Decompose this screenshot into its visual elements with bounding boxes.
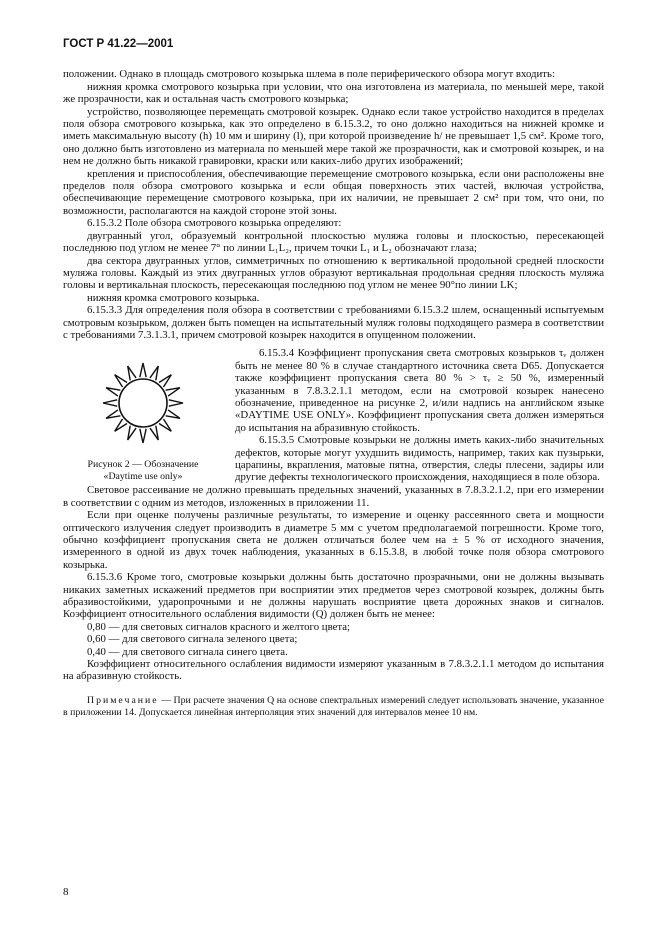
sun-ray (128, 366, 136, 380)
list-item-green: 0,60 — для светового сигнала зеленого цвета; (87, 633, 298, 646)
sun-ray (115, 419, 127, 431)
sun-ray (106, 388, 120, 396)
document-header: ГОСТ Р 41.22—2001 (63, 38, 174, 50)
paragraph-lower-edge-2: нижняя кромка смотрового козырька. (87, 291, 260, 304)
list-item-blue: 0,40 — для светового сигнала синего цвета. (87, 645, 288, 658)
clause-6-15-3-4: 6.15.3.4 Коэффициент пропускания света смотровых козырьков τᵥ должен быть не менее 80 % в случае стандартного источника света D65. Допускается также коэффициент пропускания света 80 % > τᵥ ≥ 50 %, измеренный указанным в 7.8.3.2.1.1 методом, если на смотровой козырек нанесено обозначение, приведенное на рисунке 2, и/или надпись на английском языке «DAYTIME USE ONLY». Коэффициент пропускания света должен измеряться до испытания на абразивную стойкость. (235, 347, 604, 434)
paragraph-intro: положении. Однако в площадь смотрового козырька шлема в поле периферического обзора могут входить: (63, 68, 555, 81)
daytime-sun-icon (95, 355, 191, 451)
sun-ray (106, 410, 120, 418)
sun-ray (103, 400, 117, 406)
figure-caption-line1: Рисунок 2 — Обозначение (87, 459, 199, 471)
paragraph-different-results: Если при оценке получены различные результаты, то измерение и оценку рассеянного света и мощности оптического излучения следует производить в диаметре 5 мм с учетом предполагаемой погрешности. Кроме того, обычно коэффициент пропускания света не должен отличаться более чем на ± 5 % от исходного значения, измеренного в одной из двух точек наблюдения, указанных в 6.15.3.8, в любой точке поля обзора смотрового козырька. (63, 509, 604, 571)
paragraph-device: устройство, позволяющее перемещать смотровой козырек. Однако если такое устройство находится в пределах поля обзора смотрового козырька, как это определено в 6.15.3.2, то оно должно находиться на нижней кромке и иметь максимальную высоту (h) 10 мм и ширину (l), при которой произведение h/ не превышает 1,5 см². Кроме того, оно должно быть изготовлено из материала по меньшей мере такой же прозрачности, как и смотровой козырек, и на нем не должно быть никакой гравировки, краски или каких-либо других изображений; (63, 105, 604, 168)
note-text: — При расчете значения Q на основе спектральных измерений следует использовать значение, указанное в приложении 14. Допускается линейная интерполяция этих значений для интервалов менее 10 нм. (63, 694, 604, 718)
sun-ray (166, 410, 180, 418)
paragraph-fastenings: крепления и приспособления, обеспечивающие перемещение смотрового козырька, если они расположены вне пределов поля обзора смотрового козырька и если общая поверхность этих частей, включая устройства, обеспечивающие перемещение смотрового козырька, при их наличии, не превышает 2 см² при том, что они, по возможности, располагаются на каждой стороне этой зоны. (63, 167, 604, 217)
sun-ray (159, 375, 171, 387)
paragraph-light-scatter: Световое рассеивание не должно превышать предельных значений, указанных в 7.8.3.2.1.2, при его измерении в соответствии с одним из методов, изложенных в приложении 11. (63, 484, 604, 509)
clause-6-15-3-6: 6.15.3.6 Кроме того, смотровые козырьки должны быть достаточно прозрачными, они не должны вызывать никаких заметных искажений предметов при восприятии этих предметов через смотровой козырек, должны быть абразивостойкими, ударопрочными и не должны нарушать восприятие цвета дорожных знаков и сигналов. Коэффициент относительного ослабления видимости (Q) должен быть не менее: (63, 571, 604, 621)
sun-ray (115, 375, 127, 387)
paragraph-lower-edge: нижняя кромка смотрового козырька при условии, что она изготовлена из материала, по меньшей мере, такой же прозрачности, как и остальная часть смотрового козырька; (63, 80, 604, 106)
clause-6-15-3-3: 6.15.3.3 Для определения поля обзора в соответствии с требованиями 6.15.3.2 шлем, оснащенный испытуемым смотровым козырьком, должен быть помещен на испытательный муляж головы подходящего размера в соответствии с требованиями 7.3.1.3.1, причем смотровой козырек находится в опущенном положении. (63, 304, 604, 341)
sun-ray (169, 400, 183, 406)
sun-disc (119, 379, 167, 427)
sun-ray (159, 419, 171, 431)
paragraph-two-sectors: два сектора двугранных углов, симметричных по отношению к вертикальной продольной средней плоскости муляжа головы. Каждый из этих двугранных углов образуют вертикальная продольная средняя плоскость муляжа головы и вертикальная плоскость, пересекающая последнюю под углом не менее 90°по линии LK; (63, 254, 604, 292)
document-page (63, 38, 604, 719)
note (63, 695, 604, 719)
sun-ray (150, 426, 158, 440)
clause-6-15-3-5: 6.15.3.5 Смотровые козырьки не должны иметь каких-либо значительных дефектов, которые могут ухудшить видимость, например, таких как пузырьки, царапины, вкрапления, матовые пятна, отверстия, следы плесени, задиры или другие дефекты технологического происхождения, находящиеся в поле обзора. (235, 434, 604, 484)
note-label: Примечание (87, 694, 159, 706)
sun-ray (140, 363, 146, 377)
sun-ray (166, 388, 180, 396)
page-number: 8 (63, 886, 69, 898)
figure-caption-line2: «Daytime use only» (103, 470, 183, 482)
clause-6-15-3-2: 6.15.3.2 Поле обзора смотрового козырька определяют: (87, 217, 342, 230)
figure-2 (63, 347, 223, 482)
paragraph-attenuation-method: Коэффициент относительного ослабления видимости измеряют указанным в 7.8.3.2.1.1 методом до испытания на абразивную стойкость. (63, 658, 604, 683)
paragraph-dihedral-angle: двугранный угол, образуемый контрольной плоскостью муляжа головы и плоскостью, пересекающей последнюю под углом не менее 7° по линии L₁L₂, причем точки L₁ и L₂ обозначают глаза; (63, 229, 604, 255)
sun-ray (140, 429, 146, 443)
sun-ray (128, 426, 136, 440)
list-item-red-yellow: 0,80 — для световых сигналов красного и желтого цвета; (87, 620, 351, 633)
sun-ray (150, 366, 158, 380)
